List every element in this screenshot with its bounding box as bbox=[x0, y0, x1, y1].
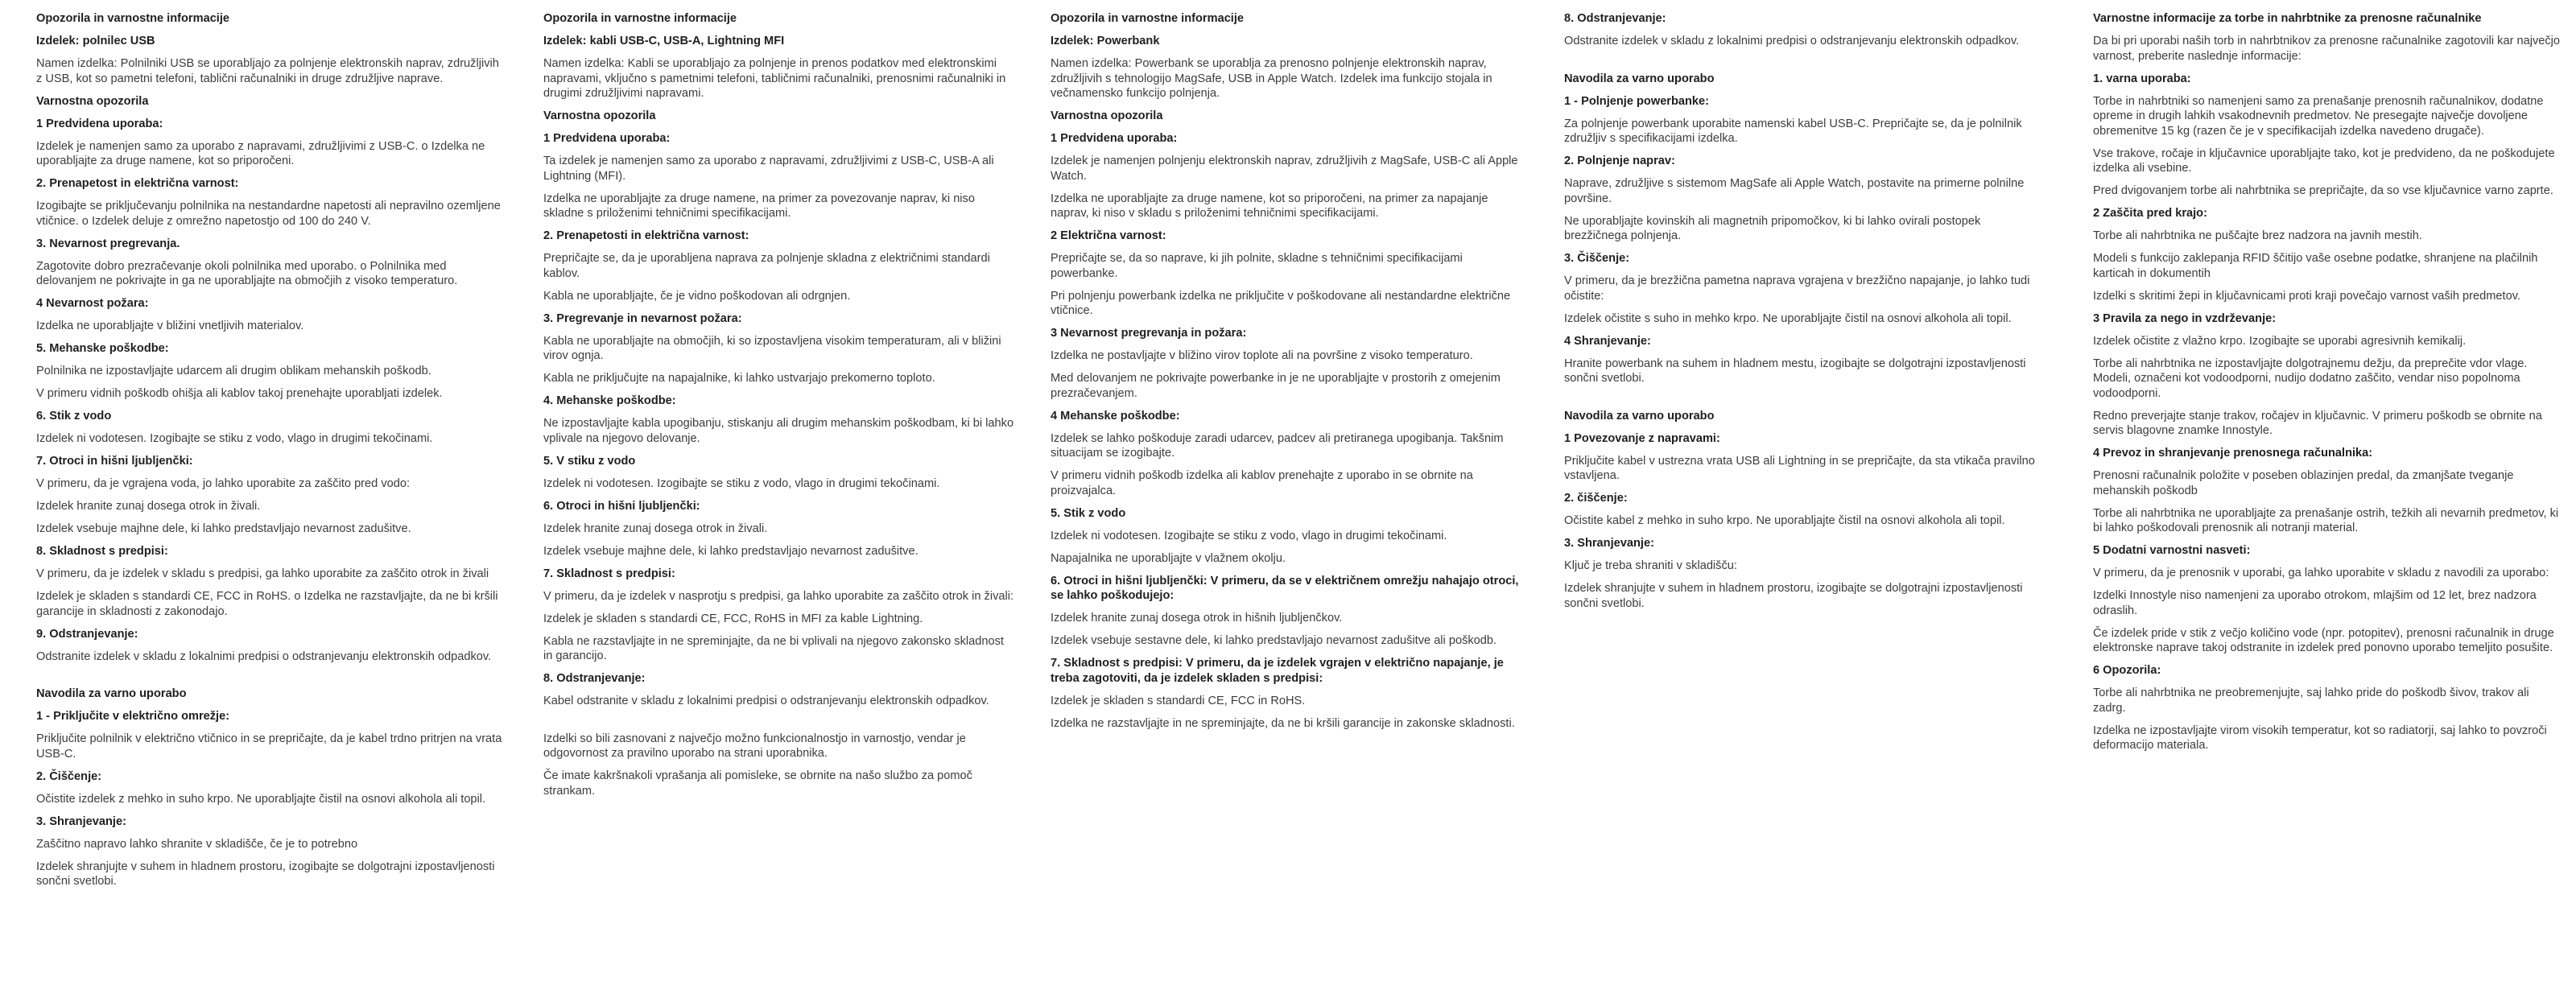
section-heading: 5 Dodatni varnostni nasveti: bbox=[2093, 544, 2251, 557]
section-heading: 1 - Priključite v električno omrežje: bbox=[36, 710, 230, 723]
section-heading: 1. varna uporaba: bbox=[2093, 72, 2191, 85]
paragraph: Kabla ne razstavljajte in ne spreminjajte, da ne bi vplivali na njegovo zakonsko skladnost in garancijo. bbox=[543, 634, 1004, 662]
section-heading: 3 Nevarnost pregrevanja in požara: bbox=[1051, 327, 1247, 340]
section-heading: 2. Polnjenje naprav: bbox=[1564, 155, 1675, 167]
paragraph: Torbe ali nahrbtnika ne izpostavljajte dolgotrajnemu dežju, da preprečite vdor vlage. Modeli, označeni kot vodoodporni, nudijo dodatno zaščito, vendar niso popolnoma vodoodporni. bbox=[2093, 357, 2528, 400]
section-heading: 2 Zaščita pred krajo: bbox=[2093, 207, 2207, 220]
paragraph: Izdelka ne uporabljajte v bližini vnetljivih materialov. bbox=[36, 320, 304, 332]
paragraph: Izdelek vsebuje sestavne dele, ki lahko predstavljajo nevarnost zadušitve ali poškodb. bbox=[1051, 634, 1497, 647]
section-heading: Navodila za varno uporabo bbox=[36, 687, 187, 700]
section-heading: 6. Stik z vodo bbox=[36, 410, 112, 423]
paragraph: Izdelek je namenjen polnjenju elektronskih naprav, združljivih z MagSafe, USB-C ali Apple Watch. bbox=[1051, 155, 1518, 183]
paragraph: V primeru, da je izdelek v nasprotju s predpisi, ga lahko uporabite za zaščito otrok in živali: bbox=[543, 589, 1014, 603]
paragraph: Ta izdelek je namenjen samo za uporabo z napravami, združljivimi z USB-C, USB-A ali Lightning (MFI). bbox=[543, 155, 994, 183]
paragraph: Torbe ali nahrbtnika ne preobremenjujte, saj lahko pride do poškodb šivov, trakov ali zadrg. bbox=[2093, 686, 2529, 715]
section-heading: 4 Mehanske poškodbe: bbox=[1051, 409, 1180, 423]
paragraph: Namen izdelka: Kabli se uporabljajo za polnjenje in prenos podatkov med elektronskimi napravami, vključno s pametnimi telefoni, tabličnimi računalniki, prenosnimi računalniki in drugimi združljivimi napravami. bbox=[543, 57, 1006, 100]
paragraph: Izdelek očistite z vlažno krpo. Izogibajte se uporabi agresivnih kemikalij. bbox=[2093, 334, 2467, 348]
paragraph: Namen izdelka: Powerbank se uporablja za prenosno polnjenje elektronskih naprav, združljivih s tehnologijo MagSafe, USB in Apple Watch. Izdelek ima funkcijo stojala in večnamensko funkcijo polnjenja. bbox=[1051, 57, 1492, 100]
section-heading: 4 Shranjevanje: bbox=[1564, 334, 1651, 348]
paragraph: Izdelki Innostyle niso namenjeni za uporabo otrokom, mlajšim od 12 let, brez nadzora odraslih. bbox=[2093, 589, 2537, 617]
paragraph: Izdelek vsebuje majhne dele, ki lahko predstavljajo nevarnost zadušitve. bbox=[543, 544, 919, 558]
section-heading: 3 Pravila za nego in vzdrževanje: bbox=[2093, 311, 2277, 325]
paragraph: Torbe ali nahrbtnika ne uporabljajte za prenašanje ostrih, težkih ali nevarnih predmetov, ki bi lahko poškodovali prenosnik ali notranji material. bbox=[2093, 506, 2559, 534]
section-heading: 1 Predvidena uporaba: bbox=[1051, 132, 1178, 145]
section-heading: 9. Odstranjevanje: bbox=[36, 627, 138, 641]
paragraph: Redno preverjajte stanje trakov, ročajev in ključavnic. V primeru poškodb se obrnite na servis blagovne znamke Innostyle. bbox=[2093, 409, 2542, 437]
paragraph: Polnilnika ne izpostavljajte udarcem ali drugim oblikam mehanskih poškodb. bbox=[36, 365, 431, 377]
section-heading: 7. Skladnost s predpisi: bbox=[543, 567, 675, 580]
paragraph: Ključ je treba shraniti v skladišču: bbox=[1564, 559, 1737, 572]
paragraph: Izdelka ne razstavljajte in ne spreminjajte, da ne bi kršili garancije in zakonske skladnosti. bbox=[1051, 716, 1515, 730]
paragraph: Izdelek vsebuje majhne dele, ki lahko predstavljajo nevarnost zadušitve. bbox=[36, 522, 411, 535]
section-heading: 7. Skladnost s predpisi: V primeru, da je izdelek vgrajen v električno napajanje, je treba zagotoviti, da je izdelek skladen s predpisi: bbox=[1051, 657, 1504, 685]
section-heading: 1 Predvidena uporaba: bbox=[543, 132, 671, 145]
paragraph: Priključite polnilnik v električno vtičnico in se prepričajte, da je kabel trdno pritrjen na vrata USB-C. bbox=[36, 732, 502, 761]
section-heading: Varnostna opozorila bbox=[543, 109, 656, 122]
section-heading: Varnostna opozorila bbox=[1051, 109, 1163, 122]
paragraph: Kabel odstranite v skladu z lokalnimi predpisi o odstranjevanju elektronskih odpadkov. bbox=[543, 695, 989, 707]
paragraph: Ne uporabljajte kovinskih ali magnetnih pripomočkov, ki bi lahko ovirali postopek brezžičnega polnjenja. bbox=[1564, 214, 1981, 242]
paragraph: Namen izdelka: Polnilniki USB se uporabljajo za polnjenje elektronskih naprav, združljivih z USB, kot so pametni telefoni, tablični računalniki in druge združljive naprave. bbox=[36, 57, 499, 85]
section-heading: 4. Mehanske poškodbe: bbox=[543, 394, 676, 407]
paragraph: Pri polnjenju powerbank izdelka ne priključite v poškodovane ali nestandardne električne vtičnice. bbox=[1051, 289, 1511, 317]
paragraph: Zagotovite dobro prezračevanje okoli polnilnika med uporabo. o Polnilnika med delovanjem ne pokrivajte in ga ne uporabljajte na območjih z visoko temperaturo. bbox=[36, 259, 458, 287]
section-heading: 5. V stiku z vodo bbox=[543, 454, 636, 468]
paragraph: Izdelek očistite s suho in mehko krpo. Ne uporabljajte čistil na osnovi alkohola ali topil. bbox=[1564, 311, 2012, 325]
section-heading: Izdelek: kabli USB-C, USB-A, Lightning MFI bbox=[543, 35, 785, 47]
paragraph: Izdelek hranite zunaj dosega otrok in hišnih ljubljenčkov. bbox=[1051, 612, 1343, 625]
paragraph: Vse trakove, ročaje in ključavnice uporabljajte tako, kot je predvideno, da ne poškodujete izdelka ali vsebine. bbox=[2093, 146, 2555, 175]
paragraph: Odstranite izdelek v skladu z lokalnimi predpisi o odstranjevanju elektronskih odpadkov. bbox=[1564, 35, 2020, 47]
paragraph: Napajalnika ne uporabljajte v vlažnem okolju. bbox=[1051, 551, 1286, 565]
paragraph: Prenosni računalnik položite v poseben oblazinjen predal, da zmanjšate tveganje mehanskih poškodb bbox=[2093, 469, 2514, 497]
paragraph: Hranite powerbank na suhem in hladnem mestu, izogibajte se dolgotrajni izpostavljenosti sončni svetlobi. bbox=[1564, 357, 2026, 385]
section-heading: 1 Povezovanje z napravami: bbox=[1564, 431, 1720, 445]
section-heading: 2. čiščenje: bbox=[1564, 492, 1628, 505]
section-heading: 4 Nevarnost požara: bbox=[36, 297, 149, 310]
paragraph: Izdelek je skladen s standardi CE, FCC, RoHS in MFI za kable Lightning. bbox=[543, 612, 923, 625]
section-heading: 3. Pregrevanje in nevarnost požara: bbox=[543, 311, 742, 325]
paragraph: V primeru vidnih poškodb ohišja ali kablov takoj prenehajte uporabljati izdelek. bbox=[36, 387, 443, 400]
paragraph: Kabla ne uporabljajte, če je vidno poškodovan ali odrgnjen. bbox=[543, 289, 851, 303]
section-heading: 8. Odstranjevanje: bbox=[543, 672, 646, 685]
paragraph: Kabla ne uporabljajte na območjih, ki so izpostavljena visokim temperaturam, ali v bližini virov ognja. bbox=[543, 334, 1001, 362]
section-heading: 8. Odstranjevanje: bbox=[1564, 12, 1666, 25]
section-heading: 5. Stik z vodo bbox=[1051, 506, 1126, 520]
section-heading: 6 Opozorila: bbox=[2093, 664, 2161, 677]
section-heading: Opozorila in varnostne informacije bbox=[36, 12, 230, 25]
section-heading: Navodila za varno uporabo bbox=[1564, 72, 1715, 85]
section-heading: 1 - Polnjenje powerbanke: bbox=[1564, 94, 1710, 108]
section-heading: Opozorila in varnostne informacije bbox=[543, 12, 737, 25]
section-heading: 2 Električna varnost: bbox=[1051, 229, 1166, 242]
paragraph: Očistite kabel z mehko in suho krpo. Ne uporabljajte čistil na osnovi alkohola ali topil. bbox=[1564, 514, 2005, 527]
section-heading: 3. Shranjevanje: bbox=[1564, 537, 1654, 550]
paragraph: Izdelka ne postavljajte v bližino virov toplote ali na površine z visoko temperaturo. bbox=[1051, 349, 1473, 362]
paragraph: Za polnjenje powerbank uporabite namenski kabel USB-C. Prepričajte se, da je polnilnik združljiv s specifikacijami izdelka. bbox=[1564, 117, 2022, 145]
paragraph: Izdelki so bili zasnovani z največjo možno funkcionalnostjo in varnostjo, vendar je odgovornost za pravilno uporabo na strani uporabnika. bbox=[543, 732, 966, 760]
paragraph: Izdelek ni vodotesen. Izogibajte se stiku z vodo, vlago in drugimi tekočinami. bbox=[543, 476, 940, 490]
paragraph: Izdelka ne uporabljajte za druge namene, na primer za povezovanje naprav, ki niso skladne s priloženimi tehničnimi specifikacijami. bbox=[543, 192, 975, 220]
section-heading: 3. Čiščenje: bbox=[1564, 252, 1630, 265]
paragraph: Izdelek shranjujte v suhem in hladnem prostoru, izogibajte se dolgotrajni izpostavljenosti sončni svetlobi. bbox=[1564, 582, 2023, 610]
column-powerbank-usage-and-cable-usage bbox=[1564, 11, 2035, 619]
paragraph: Izdelki s skritimi žepi in ključavnicami proti kraji povečajo varnost vaših predmetov. bbox=[2093, 289, 2520, 303]
section-heading: 4 Prevoz in shranjevanje prenosnega računalnika: bbox=[2093, 447, 2373, 460]
paragraph: Odstranite izdelek v skladu z lokalnimi predpisi o odstranjevanju elektronskih odpadkov. bbox=[36, 649, 492, 663]
section-heading: Opozorila in varnostne informacije bbox=[1051, 12, 1245, 25]
paragraph: Torbe in nahrbtniki so namenjeni samo za prenašanje prenosnih računalnikov, dodatne opreme in drugih lahkih vsakodnevnih predmetov. Ne presegajte največje dovoljene obremenitve 15 kg (razen če je v specifikacijah izdelka navedeno drugače). bbox=[2093, 94, 2544, 138]
paragraph: V primeru, da je izdelek v skladu s predpisi, ga lahko uporabite za zaščito otrok in živali bbox=[36, 567, 489, 580]
paragraph: Modeli s funkcijo zaklepanja RFID ščitijo vaše osebne podatke, shranjene na plačilnih karticah in dokumentih bbox=[2093, 252, 2538, 280]
section-heading: 8. Skladnost s predpisi: bbox=[36, 545, 168, 558]
column-usb-charger-safety bbox=[36, 11, 507, 897]
paragraph: Izdelek hranite zunaj dosega otrok in živali. bbox=[36, 500, 261, 513]
paragraph: Če izdelek pride v stik z večjo količino vode (npr. potopitev), prenosni računalnik in druge elektronske naprave takoj odstranite in izdelek pred ponovno uporabo temeljito posušite. bbox=[2093, 626, 2554, 654]
paragraph: Kabla ne priključujte na napajalnike, ki lahko ustvarjajo prekomerno toploto. bbox=[543, 372, 935, 385]
column-cables-safety bbox=[543, 11, 1014, 806]
paragraph: Prepričajte se, da je uporabljena naprava za polnjenje skladna z električnimi standardi kablov. bbox=[543, 252, 990, 280]
paragraph: Ne izpostavljajte kabla upogibanju, stiskanju ali drugim mehanskim poškodbam, ki bi lahko vplivale na njegovo delovanje. bbox=[543, 417, 1014, 445]
paragraph: Zaščitno napravo lahko shranite v skladišče, če je to potrebno bbox=[36, 837, 358, 851]
paragraph: Priključite kabel v ustrezna vrata USB ali Lightning in se prepričajte, da sta vtikača pravilno vstavljena. bbox=[1564, 454, 2035, 482]
section-heading: Navodila za varno uporabo bbox=[1564, 409, 1715, 423]
section-heading: 7. Otroci in hišni ljubljenčki: bbox=[36, 455, 193, 468]
section-heading: Izdelek: Powerbank bbox=[1051, 35, 1160, 47]
paragraph: Izdelek shranjujte v suhem in hladnem prostoru, izogibajte se dolgotrajni izpostavljenosti sončni svetlobi. bbox=[36, 860, 495, 888]
paragraph: V primeru, da je prenosnik v uporabi, ga lahko uporabite v skladu z navodili za uporabo: bbox=[2093, 567, 2549, 579]
paragraph: Izdelek hranite zunaj dosega otrok in živali. bbox=[543, 522, 768, 535]
paragraph: Izdelek je namenjen samo za uporabo z napravami, združljivimi z USB-C. o Izdelka ne uporabljajte za druge namene, kot so priporočeni. bbox=[36, 139, 485, 167]
section-heading: 1 Predvidena uporaba: bbox=[36, 117, 163, 130]
paragraph: V primeru, da je vgrajena voda, jo lahko uporabite za zaščito pred vodo: bbox=[36, 477, 411, 490]
section-heading: 2. Prenapetost in električna varnost: bbox=[36, 177, 239, 190]
section-heading: 2. Čiščenje: bbox=[36, 769, 102, 783]
paragraph: Prepričajte se, da so naprave, ki jih polnite, skladne s tehničnimi specifikacijami powerbanke. bbox=[1051, 252, 1463, 280]
paragraph: Da bi pri uporabi naših torb in nahrbtnikov za prenosne računalnike zagotovili kar največjo varnost, preberite naslednje informacije: bbox=[2093, 35, 2561, 63]
paragraph: Če imate kakršnakoli vprašanja ali pomisleke, se obrnite na našo službo za pomoč strankam. bbox=[543, 769, 972, 798]
paragraph: Izdelek ni vodotesen. Izogibajte se stiku z vodo, vlago in drugimi tekočinami. bbox=[36, 432, 433, 445]
paragraph: V primeru vidnih poškodb izdelka ali kablov prenehajte z uporabo in se obrnite na proizvajalca. bbox=[1051, 469, 1473, 497]
paragraph: Izdelek se lahko poškoduje zaradi udarcev, padcev ali pretiranega upogibanja. Takšnim situacijam se izogibajte. bbox=[1051, 431, 1504, 460]
paragraph: Izdelka ne izpostavljajte virom visokih temperatur, kot so radiatorji, saj lahko to povzroči deformacijo materiala. bbox=[2093, 724, 2547, 752]
section-heading: 5. Mehanske poškodbe: bbox=[36, 342, 169, 355]
paragraph: Izdelek ni vodotesen. Izogibajte se stiku z vodo, vlago in drugimi tekočinami. bbox=[1051, 529, 1447, 542]
paragraph: Izdelek je skladen s standardi CE, FCC in RoHS. o Izdelka ne razstavljajte, da ne bi kršili garancije in skladnosti z zakonodajo. bbox=[36, 590, 498, 618]
section-heading: 3. Nevarnost pregrevanja. bbox=[36, 237, 180, 250]
column-powerbank-safety bbox=[1051, 11, 1521, 739]
section-heading: 6. Otroci in hišni ljubljenčki: V primeru, da se v električnem omrežju nahajajo otroci, se lahko poškodujejo: bbox=[1051, 574, 1519, 602]
paragraph: Med delovanjem ne pokrivajte powerbanke in je ne uporabljajte v prostorih z omejenim prezračevanjem. bbox=[1051, 372, 1501, 400]
section-heading: 2. Prenapetosti in električna varnost: bbox=[543, 229, 749, 242]
paragraph: Očistite izdelek z mehko in suho krpo. Ne uporabljajte čistil na osnovi alkohola ali topil. bbox=[36, 792, 486, 806]
paragraph: Pred dvigovanjem torbe ali nahrbtnika se prepričajte, da so vse ključavnice varno zaprte. bbox=[2093, 184, 2553, 197]
section-heading: Varnostna opozorila bbox=[36, 94, 149, 108]
paragraph: V primeru, da je brezžična pametna naprava vgrajena v brezžično napajanje, jo lahko tudi očistite: bbox=[1564, 274, 2030, 303]
column-laptop-bags-safety bbox=[2093, 11, 2564, 761]
paragraph: Torbe ali nahrbtnika ne puščajte brez nadzora na javnih mestih. bbox=[2093, 229, 2422, 242]
section-heading: 6. Otroci in hišni ljubljenčki: bbox=[543, 499, 700, 513]
paragraph: Naprave, združljive s sistemom MagSafe ali Apple Watch, postavite na primerne polnilne površine. bbox=[1564, 177, 2025, 205]
paragraph: Izdelka ne uporabljajte za druge namene, kot so priporočeni, na primer za napajanje naprav, ki niso v skladu s priloženimi tehničnimi specifikacijami. bbox=[1051, 192, 1488, 220]
section-heading: 3. Shranjevanje: bbox=[36, 814, 126, 828]
paragraph: Izdelek je skladen s standardi CE, FCC in RoHS. bbox=[1051, 694, 1306, 707]
section-heading: Izdelek: polnilec USB bbox=[36, 35, 155, 47]
paragraph: Izogibajte se priključevanju polnilnika na nestandardne napetosti ali nepravilno ozemljene vtičnice. o Izdelek deluje z omrežno napetostjo od 100 do 240 V. bbox=[36, 200, 501, 228]
section-heading: Varnostne informacije za torbe in nahrbtnike za prenosne računalnike bbox=[2093, 12, 2482, 25]
